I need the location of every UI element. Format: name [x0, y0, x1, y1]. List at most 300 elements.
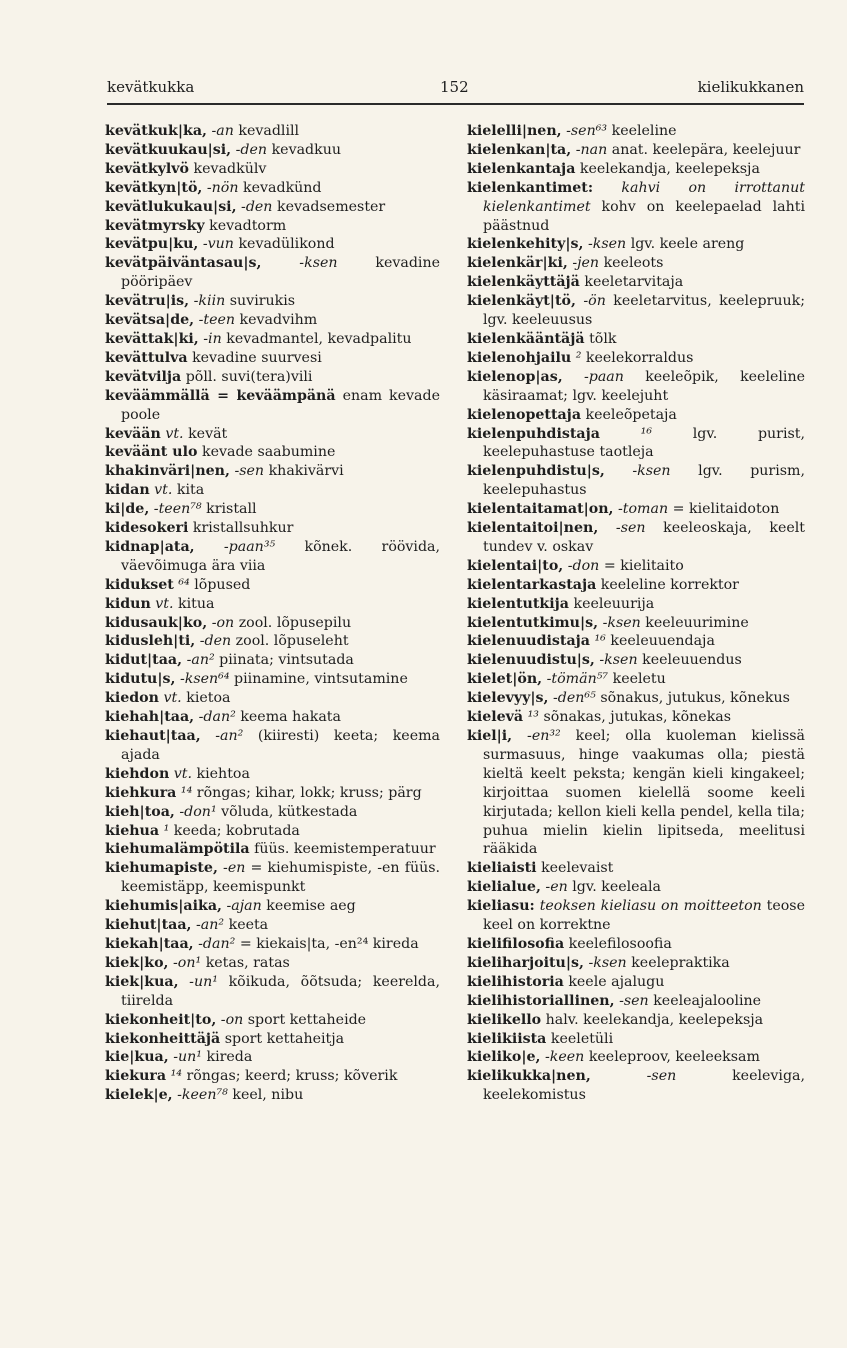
entry-headword: kielevyy|s,	[467, 690, 549, 707]
entry-grammar: -un¹	[189, 973, 218, 990]
dictionary-entry	[105, 292, 440, 311]
entry-definition: keel, nibu	[232, 1087, 304, 1104]
dictionary-entry	[467, 406, 805, 425]
dictionary-entry	[467, 992, 805, 1011]
entry-grammar: -vun	[202, 236, 234, 253]
entry-grammar: -sen	[615, 520, 646, 537]
dictionary-entry	[105, 651, 440, 670]
entry-definition: füüs. keemistemperatuur	[254, 841, 436, 858]
entry-grammar: ¹⁶	[640, 425, 653, 442]
dictionary-entry	[467, 235, 805, 254]
entry-headword: kielelli|nen,	[467, 123, 562, 139]
running-head-right: kielikukkanen	[697, 78, 804, 96]
entry-definition: kevadine suurvesi	[192, 349, 322, 366]
entry-headword: kiek|ko,	[105, 954, 169, 971]
entry-grammar: -en	[545, 879, 568, 896]
right-column	[467, 122, 810, 1105]
entry-definition: lõpused	[194, 576, 251, 593]
entry-headword: kielikukka|nen,	[467, 1068, 591, 1085]
dictionary-entry	[105, 387, 445, 425]
entry-headword: kiehah|taa,	[105, 709, 195, 726]
dictionary-entry	[105, 595, 440, 614]
dictionary-entry	[105, 708, 440, 727]
dictionary-entry	[467, 935, 805, 954]
entry-grammar: -en³²	[527, 728, 561, 744]
entry-grammar: -ksen	[588, 954, 627, 971]
entry-definition: keeletarvitus, keelepruuk; lgv. keeleuusus	[483, 293, 810, 329]
entry-definition: lgv. purist, keelepuhastuse taotleja	[483, 425, 810, 461]
entry-grammar: ¹⁶	[594, 633, 606, 650]
dictionary-entry	[105, 1030, 440, 1049]
entry-definition: rõngas; keerd; kruss; kõverik	[186, 1068, 398, 1085]
entry-headword: keväämmällä = keväämpänä	[105, 387, 336, 404]
entry-headword: keväänt ulo	[105, 444, 198, 461]
entry-definition: = kielitaito	[603, 557, 684, 574]
dictionary-entry	[467, 122, 805, 141]
entry-grammar: -keen	[544, 1049, 585, 1066]
entry-headword: kiehkura	[105, 784, 177, 801]
entry-grammar: -den	[235, 141, 268, 158]
entry-headword: kielihistoria	[467, 973, 564, 990]
entry-definition: keeleuuendaja	[610, 633, 715, 650]
dictionary-entry	[105, 160, 440, 179]
dictionary-entry	[467, 670, 805, 689]
entry-headword: kielentaitoi|nen,	[467, 520, 599, 537]
entry-headword: kevätkuk|ka,	[105, 123, 207, 139]
entry-grammar: -un¹	[173, 1049, 202, 1066]
entry-grammar: vt.	[165, 425, 184, 442]
entry-grammar: -tömän⁵⁷	[546, 671, 609, 688]
entry-definition: kiehtoa	[196, 765, 250, 782]
entry-definition: keeleline	[611, 123, 677, 139]
entry-grammar: -ksen	[632, 463, 671, 480]
entry-definition: sõnakus, jutukus, kõnekus	[600, 690, 790, 707]
entry-definition: kevadtorm	[209, 217, 287, 234]
entry-definition: kevadlill	[238, 123, 300, 139]
dictionary-entry	[467, 368, 810, 406]
entry-definition: keeleuurimine	[645, 614, 749, 631]
entry-definition: kohv on keelepaelad lahti päästnud	[483, 198, 810, 234]
dictionary-entry	[467, 897, 810, 935]
entry-definition: halv. keelekandja, keelepeksja	[545, 1011, 764, 1028]
entry-grammar: -teen	[198, 312, 236, 329]
entry-grammar: vt.	[173, 765, 193, 782]
entry-definition: keema hakata	[240, 709, 341, 726]
entry-grammar: -don	[567, 557, 600, 574]
entry-grammar: -ön	[583, 293, 606, 310]
entry-headword: kielikiista	[467, 1030, 547, 1047]
entry-headword: kevättulva	[105, 349, 188, 366]
entry-grammar: -an²	[186, 652, 215, 669]
entry-definition: kevadsemester	[276, 198, 386, 215]
dictionary-entry	[105, 973, 445, 1011]
entry-headword: kidusauk|ko,	[105, 614, 208, 631]
dictionary-entry	[467, 500, 805, 519]
entry-headword: kielentutkimu|s,	[467, 614, 599, 631]
dictionary-entry	[467, 425, 810, 463]
entry-headword: kielentaitamat|on,	[467, 501, 614, 518]
entry-headword: kiehumalämpötila	[105, 841, 250, 858]
entry-headword: kevätkuukau|si,	[105, 141, 232, 158]
dictionary-entry	[467, 727, 810, 859]
entry-headword: kielenkäyt|tö,	[467, 293, 576, 310]
entry-definition: kevadvihm	[239, 312, 318, 329]
entry-headword: kevätpäiväntasau|s,	[105, 255, 262, 272]
entry-headword: kiehua	[105, 822, 160, 839]
entry-definition: = kielitaidoton	[672, 501, 780, 518]
entry-headword: kidusleh|ti,	[105, 633, 196, 650]
entry-definition: sport kettaheide	[247, 1011, 367, 1028]
dictionary-entry	[105, 689, 440, 708]
entry-headword: kiehumis|aika,	[105, 898, 222, 915]
dictionary-entry	[105, 1048, 440, 1067]
entry-grammar: -nan	[575, 141, 608, 158]
dictionary-entry	[467, 954, 805, 973]
entry-grammar: -dan²	[198, 709, 236, 726]
entry-grammar: ²	[575, 349, 582, 366]
entry-grammar: -keen⁷⁸	[177, 1087, 228, 1104]
entry-headword: kielikello	[467, 1011, 542, 1028]
entry-grammar: -en	[223, 860, 246, 877]
entry-grammar: -paan³⁵	[223, 538, 276, 555]
entry-headword: kielenuudistaja	[467, 633, 590, 650]
page-header	[107, 74, 804, 102]
entry-headword: kielihistoriallinen,	[467, 992, 615, 1009]
entry-headword: kielenop|as,	[467, 368, 563, 385]
entry-definition: keeleots	[603, 255, 664, 272]
entry-grammar: -den	[199, 633, 232, 650]
entry-definition: keelevaist	[541, 860, 614, 877]
entry-headword: kielentutkija	[467, 595, 569, 612]
entry-grammar: -on	[211, 614, 235, 631]
entry-definition: keemise aeg	[266, 898, 356, 915]
entry-grammar: -sen	[619, 992, 649, 1009]
entry-headword: kieliasu:	[467, 898, 535, 915]
entry-grammar: -paan	[583, 368, 624, 385]
entry-headword: kieliharjoitu|s,	[467, 954, 584, 971]
dictionary-entry	[105, 840, 440, 859]
entry-headword: kieliaisti	[467, 860, 537, 877]
entry-definition: keel; olla kuoleman kielissä surmasuus, hinge vaakumas olla; piestä kieltä keelt peksta; kengän kieli kingakeel; kirjoittaa suomen kielellä soome keeli kirjutada; kellon kieli kella pendel, kella tila; puhua mielin kielin lipitseda, meelitusi rääkida	[483, 728, 810, 858]
entry-headword: kielentarkastaja	[467, 576, 597, 593]
entry-headword: kie|kua,	[105, 1049, 169, 1066]
dictionary-entry	[105, 859, 445, 897]
entry-grammar: -jen	[572, 255, 600, 272]
dictionary-entry	[105, 330, 440, 349]
entry-headword: kevätsa|de,	[105, 312, 195, 329]
entry-headword: kielenpuhdistaja	[467, 425, 600, 442]
entry-headword: kevättak|ki,	[105, 330, 199, 347]
dictionary-entry	[467, 557, 805, 576]
dictionary-entry	[467, 1067, 810, 1105]
dictionary-entry	[105, 179, 440, 198]
entry-definition: rõngas; kihar, lokk; kruss; pärg	[196, 784, 422, 801]
dictionary-entry	[105, 670, 440, 689]
entry-grammar: -ksen	[299, 255, 338, 272]
entry-definition: kevadülikond	[238, 236, 335, 253]
entry-headword: kidukset	[105, 576, 174, 593]
entry-definition: keeleajalooline	[653, 992, 762, 1009]
dictionary-entry	[467, 462, 810, 500]
dictionary-entry	[105, 935, 440, 954]
dictionary-entry	[467, 1011, 805, 1030]
entry-definition: (kiiresti) keeta; keema ajada	[121, 728, 445, 763]
dictionary-entry	[105, 1086, 440, 1105]
entry-headword: kevätlukukau|si,	[105, 198, 237, 215]
entry-definition: piinamine, vintsutamine	[234, 671, 408, 688]
entry-grammar: -teen⁷⁸	[153, 501, 202, 518]
entry-definition: kevadkuu	[271, 141, 341, 158]
dictionary-entry	[467, 519, 810, 557]
dictionary-entry	[105, 368, 440, 387]
entry-definition: kristall	[206, 501, 257, 518]
entry-headword: kiekonheittäjä	[105, 1030, 221, 1047]
entry-definition: keelefilosoofia	[568, 935, 672, 952]
entry-definition: keeleõpik, keeleline käsiraamat; lgv. keelejuht	[483, 368, 810, 404]
dictionary-entry	[467, 595, 805, 614]
entry-definition: zool. lõpusepilu	[238, 614, 352, 631]
entry-definition: ketas, ratas	[205, 954, 290, 971]
entry-grammar: kahvi on irrottanut kielenkantimet	[483, 179, 805, 215]
dictionary-entry	[467, 651, 805, 670]
entry-definition: kevadkülv	[193, 160, 267, 177]
entry-grammar: -nön	[206, 179, 239, 196]
dictionary-entry	[105, 425, 440, 444]
entry-headword: kielifilosofia	[467, 935, 565, 952]
entry-headword: kielenohjailu	[467, 349, 572, 366]
running-head-left: kevätkukka	[107, 78, 195, 96]
entry-headword: kevään	[105, 425, 161, 442]
entry-grammar: -dan²	[198, 935, 236, 952]
entry-grammar: -sen	[646, 1068, 677, 1085]
entry-grammar: ¹³	[527, 709, 539, 726]
entry-definition: kietoa	[186, 690, 231, 707]
entry-headword: kiehut|taa,	[105, 917, 192, 934]
dictionary-entry	[467, 689, 805, 708]
entry-definition: kitua	[178, 595, 215, 612]
entry-headword: kevätpu|ku,	[105, 236, 199, 253]
entry-headword: kielenkäyttäjä	[467, 274, 580, 291]
entry-grammar: -an²	[215, 728, 244, 744]
entry-headword: kidnap|ata,	[105, 538, 195, 555]
entry-grammar: ⁶⁴	[178, 576, 190, 593]
entry-grammar: ¹⁴	[170, 1068, 182, 1085]
entry-headword: kielenpuhdistu|s,	[467, 463, 605, 480]
dictionary-entry	[105, 141, 440, 160]
entry-headword: kielenkär|ki,	[467, 255, 568, 272]
entry-definition: = kiekais|ta, -en²⁴ kireda	[239, 935, 419, 952]
entry-definition: põll. suvi(tera)vili	[185, 368, 313, 385]
entry-headword: kiehumapiste,	[105, 860, 218, 877]
entry-grammar: vt.	[154, 482, 173, 499]
dictionary-entry	[105, 1011, 440, 1030]
entry-headword: kielenopettaja	[467, 406, 582, 423]
entry-headword: kielenuudistu|s,	[467, 652, 595, 669]
dictionary-entry	[105, 500, 440, 519]
dictionary-entry	[467, 859, 805, 878]
entry-grammar: -on¹	[173, 954, 202, 971]
entry-grammar: -sen	[234, 463, 265, 480]
dictionary-entry	[105, 632, 440, 651]
dictionary-entry	[467, 973, 805, 992]
entry-grammar: -ksen	[599, 652, 638, 669]
dictionary-entry	[467, 614, 805, 633]
entry-headword: kielevä	[467, 709, 524, 726]
dictionary-entry	[105, 916, 440, 935]
dictionary-entry	[467, 708, 805, 727]
dictionary-entry	[105, 311, 440, 330]
left-column	[105, 122, 445, 1105]
dictionary-entry	[105, 784, 440, 803]
entry-definition: keeleuuendus	[642, 652, 742, 669]
entry-definition: keeta	[228, 917, 269, 934]
entry-grammar: teoksen kieliasu on moitteeton	[539, 898, 762, 915]
entry-definition: keeleproov, keeleeksam	[588, 1049, 760, 1066]
entry-definition: keeleviga, keelekomistus	[483, 1068, 810, 1104]
entry-definition: kita	[176, 482, 205, 499]
entry-headword: kiehaut|taa,	[105, 728, 201, 744]
dictionary-entry	[105, 538, 445, 576]
entry-headword: kevätkyn|tö,	[105, 179, 203, 196]
entry-definition: teose keel on korrektne	[483, 898, 810, 934]
dictionary-entry	[105, 803, 440, 822]
entry-definition: keeletarvitaja	[584, 274, 684, 291]
dictionary-entry	[105, 198, 440, 217]
entry-grammar: -ksen	[602, 614, 641, 631]
entry-grammar: vt.	[155, 595, 174, 612]
entry-definition: piinata; vintsutada	[219, 652, 354, 669]
entry-definition: keele ajalugu	[568, 973, 665, 990]
entry-headword: kevätvilja	[105, 368, 182, 385]
entry-headword: kevätru|is,	[105, 293, 190, 310]
entry-definition: kristallsuhkur	[192, 520, 294, 537]
entry-definition: enam kevade poole	[121, 387, 445, 423]
entry-headword: kielek|e,	[105, 1087, 173, 1104]
entry-definition: kireda	[206, 1049, 253, 1066]
entry-headword: kevätmyrsky	[105, 217, 205, 234]
entry-definition: lgv. keeleala	[572, 879, 661, 896]
entry-headword: khakinväri|nen,	[105, 463, 230, 480]
dictionary-entry	[105, 235, 440, 254]
dictionary-entry	[105, 443, 440, 462]
entry-definition: lgv. purism, keelepuhastus	[483, 463, 810, 499]
entry-headword: kidan	[105, 482, 150, 499]
dictionary-entry	[467, 576, 805, 595]
entry-grammar: ¹⁴	[180, 784, 193, 801]
entry-headword: kielenkääntäjä	[467, 330, 585, 347]
entry-headword: kiek|kua,	[105, 973, 179, 990]
entry-headword: kiehdon	[105, 765, 170, 782]
entry-definition: keelekorraldus	[585, 349, 694, 366]
entry-grammar: -don¹	[179, 803, 217, 820]
entry-definition: kevadine pööripäev	[121, 255, 445, 291]
entry-grammar: -den	[241, 198, 273, 215]
entry-definition: = kiehumispiste, -en füüs. keemistäpp, keemispunkt	[121, 860, 445, 896]
dictionary-entry	[105, 1067, 440, 1086]
entry-headword: kiel|i,	[467, 728, 513, 744]
entry-definition: kõikuda, õõtsuda; keerelda, tiirelda	[121, 973, 445, 1009]
entry-definition: kevät	[188, 425, 228, 442]
entry-headword: kidut|taa,	[105, 652, 183, 669]
dictionary-entry	[105, 954, 440, 973]
entry-headword: kielialue,	[467, 879, 541, 896]
dictionary-entry	[467, 349, 805, 368]
dictionary-entry	[467, 160, 805, 179]
entry-headword: kevätkylvö	[105, 160, 190, 177]
entry-definition: sõnakas, jutukas, kõnekas	[543, 709, 732, 726]
entry-grammar: -an	[211, 123, 234, 139]
dictionary-entry	[105, 122, 440, 141]
dictionary-entry	[467, 292, 810, 330]
dictionary-entry	[105, 217, 440, 236]
entry-headword: kielenkan|ta,	[467, 141, 572, 158]
header-rule	[107, 103, 804, 105]
entry-definition: keelepraktika	[631, 954, 730, 971]
entry-grammar: -ksen⁶⁴	[179, 671, 230, 688]
entry-grammar: -sen⁶³	[566, 123, 608, 139]
entry-headword: kielenkantaja	[467, 160, 576, 177]
entry-definition: khakivärvi	[268, 463, 344, 480]
entry-headword: kiekonheit|to,	[105, 1011, 217, 1028]
entry-headword: kiedon	[105, 690, 159, 707]
dictionary-entry	[467, 878, 805, 897]
entry-grammar: ¹	[163, 822, 170, 839]
entry-definition: kevade saabumine	[201, 444, 336, 461]
entry-headword: kieh|toa,	[105, 803, 175, 820]
entry-headword: kidutu|s,	[105, 671, 176, 688]
entry-headword: kiekah|taa,	[105, 935, 194, 952]
dictionary-entry	[105, 462, 440, 481]
dictionary-entry	[105, 349, 440, 368]
entry-grammar: vt.	[163, 690, 182, 707]
entry-grammar: -kiin	[193, 293, 226, 310]
dictionary-entry	[105, 576, 440, 595]
entry-grammar: -an²	[196, 917, 225, 934]
entry-definition: keeleõpetaja	[585, 406, 677, 423]
entry-definition: sport kettaheitja	[224, 1030, 345, 1047]
entry-headword: kielet|ön,	[467, 671, 543, 688]
entry-definition: tõlk	[589, 330, 617, 347]
entry-definition: keeda; kobrutada	[173, 822, 300, 839]
entry-headword: kieliko|e,	[467, 1049, 541, 1066]
entry-definition: kõnek. röövida, väevõimuga ära viia	[121, 538, 445, 574]
entry-headword: kielenkantimet:	[467, 179, 594, 196]
entry-headword: kielentai|to,	[467, 557, 564, 574]
entry-definition: keeletu	[612, 671, 666, 688]
entry-grammar: -den⁶⁵	[553, 690, 596, 707]
entry-headword: kiekura	[105, 1068, 167, 1085]
dictionary-entry	[105, 481, 440, 500]
entry-definition: kevadkünd	[243, 179, 322, 196]
entry-grammar: -ksen	[587, 236, 627, 253]
dictionary-entry	[467, 254, 805, 273]
entry-definition: zool. lõpuseleht	[235, 633, 349, 650]
entry-grammar: -toman	[618, 501, 669, 518]
entry-headword: ki|de,	[105, 501, 150, 518]
dictionary-entry	[467, 330, 805, 349]
dictionary-entry	[105, 519, 440, 538]
entry-definition: võluda, kütkestada	[221, 803, 358, 820]
dictionary-entry	[105, 765, 440, 784]
entry-definition: anat. keelepära, keelejuur	[611, 141, 801, 158]
entry-grammar: -on	[220, 1011, 244, 1028]
entry-definition: keeletüli	[550, 1030, 614, 1047]
dictionary-entry	[467, 1030, 805, 1049]
dictionary-entry	[105, 254, 445, 292]
dictionary-entry	[467, 1048, 805, 1067]
entry-definition: keeleuurija	[573, 595, 655, 612]
page-number: 152	[440, 78, 469, 96]
